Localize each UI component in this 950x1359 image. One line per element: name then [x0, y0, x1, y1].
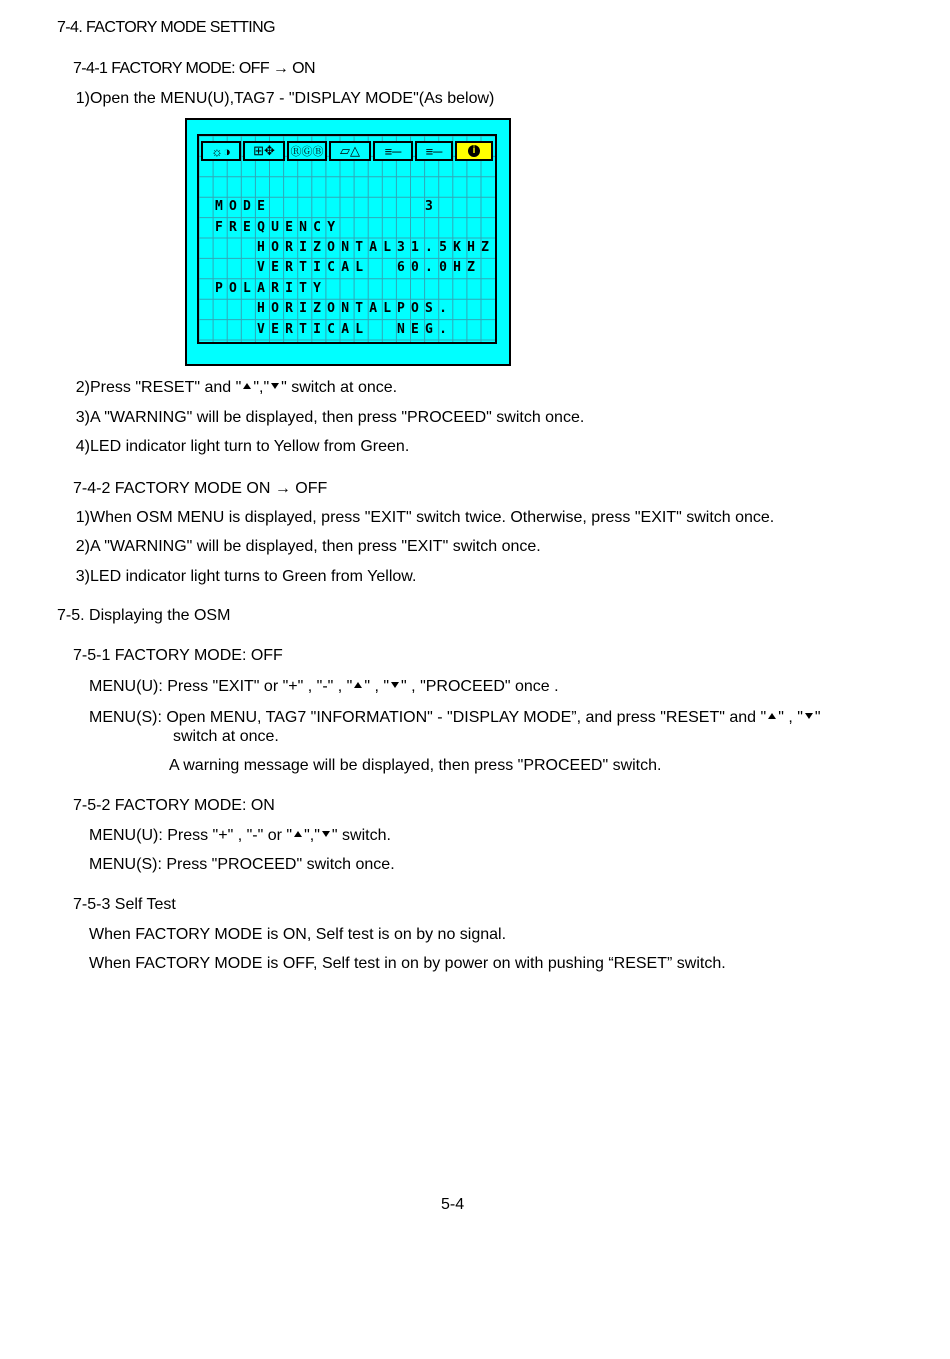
osm-value-pol-horizontal: POS. [397, 301, 454, 316]
osm-tab-tools2 [415, 141, 453, 161]
up-arrow-icon [243, 383, 251, 389]
osm-row-pol-vertical: VERTICAL [229, 322, 370, 337]
step-7-4-1-1: 1)Open the MENU(U),TAG7 - "DISPLAY MODE"(As below) [75, 90, 495, 107]
osm-row-freq-vertical: VERTICAL [229, 260, 370, 275]
line-7-5-2-menu-s: MENU(S): Press "PROCEED" switch once. [89, 856, 395, 873]
line-7-5-1-menu-u: MENU(U): Press "EXIT" or "+" , "-" , " " , " " , "PROCEED" once . [89, 678, 559, 695]
osm-row-pol-horizontal: HORIZONTAL [229, 301, 398, 316]
brightness-contrast-icon: ☼◑ [211, 143, 231, 159]
osm-value-freq-vertical: 60.0HZ [397, 260, 482, 275]
section-7-5-title: 7-5. Displaying the OSM [57, 607, 231, 624]
size-position-icon: ⊞✥ [253, 143, 275, 158]
down-arrow-icon [271, 383, 279, 389]
osm-tab-tools [373, 141, 413, 161]
osm-value-mode: 3 [425, 199, 440, 214]
down-arrow-icon [805, 713, 813, 719]
section-7-4-2-title: 7-4-2 FACTORY MODE ON → OFF [73, 480, 328, 497]
osm-tab-geometry [329, 141, 371, 161]
tools2-icon: ≡─ [425, 143, 443, 159]
up-arrow-icon [354, 682, 362, 688]
osm-tab-brightness [201, 141, 241, 161]
osm-panel [197, 134, 497, 344]
osm-row-polarity: POLARITY [215, 281, 328, 296]
step-7-4-1-4: 4)LED indicator light turn to Yellow from Green. [75, 438, 410, 455]
osm-value-pol-vertical: NEG. [397, 322, 454, 337]
down-arrow-icon [322, 831, 330, 837]
osm-tab-size [243, 141, 285, 161]
line-7-5-1-warning: A warning message will be displayed, then press "PROCEED" switch. [169, 757, 662, 774]
step-7-4-2-3: 3)LED indicator light turns to Green from Yellow. [75, 568, 417, 585]
section-7-5-1-title: 7-5-1 FACTORY MODE: OFF [73, 647, 283, 664]
step-7-4-1-2: 2)Press "RESET" and " "," " switch at once. [75, 379, 398, 396]
rgb-color-icon: ⓇⒼⒷ [290, 146, 324, 158]
line-7-5-3-1: When FACTORY MODE is ON, Self test is on by no signal. [89, 926, 507, 943]
geometry-icon: ▱△ [340, 143, 360, 158]
osm-tab-color [287, 141, 327, 161]
section-7-4-1-title: 7-4-1 FACTORY MODE: OFF → ON [73, 60, 315, 77]
line-7-5-1-menu-s-cont: switch at once. [173, 728, 279, 745]
osm-value-freq-horizontal: 31.5KHZ [397, 240, 496, 255]
step-7-4-2-1: 1)When OSM MENU is displayed, press "EXIT" switch twice. Otherwise, press "EXIT" switch once. [75, 509, 775, 526]
osm-screen [185, 118, 511, 366]
section-7-5-3-title: 7-5-3 Self Test [73, 896, 176, 913]
down-arrow-icon [391, 682, 399, 688]
step-7-4-2-2: 2)A "WARNING" will be displayed, then press "EXIT" switch once. [75, 538, 541, 555]
osm-row-mode: MODE [215, 199, 272, 214]
tools-icon: ≡─ [384, 143, 402, 159]
up-arrow-icon [294, 831, 302, 837]
osm-tab-information [455, 141, 493, 161]
section-7-5-2-title: 7-5-2 FACTORY MODE: ON [73, 797, 275, 814]
up-arrow-icon [768, 713, 776, 719]
line-7-5-1-menu-s: MENU(S): Open MENU, TAG7 "INFORMATION" - "DISPLAY MODE”, and press "RESET" and " " , " " [89, 709, 821, 726]
line-7-5-2-menu-u: MENU(U): Press "+" , "-" or " "," " switch. [89, 827, 391, 844]
osm-row-frequency: FREQUENCY [215, 220, 342, 235]
information-icon: i [468, 145, 480, 157]
line-7-5-3-2: When FACTORY MODE is OFF, Self test in on by power on with pushing “RESET” switch. [89, 955, 726, 972]
page-number: 5-4 [441, 1196, 465, 1213]
osm-row-freq-horizontal: HORIZONTAL [229, 240, 398, 255]
section-7-4-title: 7-4. FACTORY MODE SETTING [57, 19, 275, 36]
step-7-4-1-3: 3)A "WARNING" will be displayed, then press "PROCEED" switch once. [75, 409, 585, 426]
